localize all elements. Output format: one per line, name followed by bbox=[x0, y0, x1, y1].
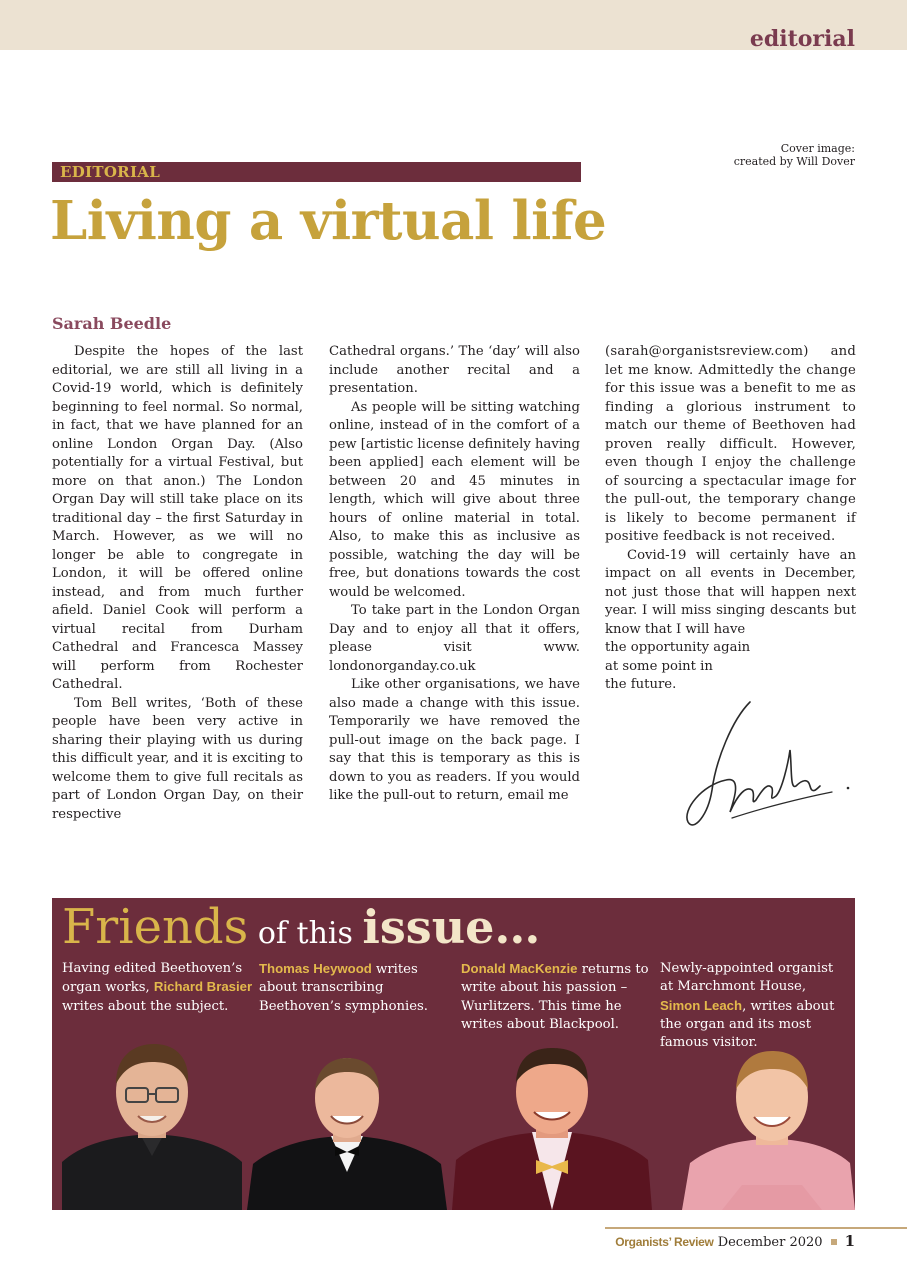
byline: Sarah Beedle bbox=[52, 314, 172, 333]
paragraph: Like other organisations, we have also made a change with this issue. Temporarily we have removed the pull-out image on the back page. I say that this is temporary as this is down to you as readers. If you would like the pull-out to return, email me bbox=[329, 677, 580, 803]
friends-title-word: of this bbox=[248, 916, 363, 951]
cover-credit-line2: created by Will Dover bbox=[733, 155, 855, 168]
caption-text: writes about transcribing Beethoven’s symphonies. bbox=[259, 962, 429, 1014]
signature-image bbox=[672, 690, 862, 840]
kicker: EDITORIAL bbox=[60, 163, 161, 181]
contributor-name: Richard Brasier bbox=[153, 979, 253, 995]
paragraph-text: Covid-19 will certainly have an impact on all events in December, not just those that will happen next year. I will miss singing descants but know that I will have bbox=[605, 547, 856, 637]
section-label: editorial bbox=[749, 26, 855, 52]
paragraph: Tom Bell writes, ‘Both of these people have been very active in sharing their playing with us during this difficult year, and it is exciting to welcome them to give full recitals as part of London Organ Day, on their respective bbox=[52, 695, 303, 822]
contributor-caption bbox=[259, 960, 444, 1016]
page-number: 1 bbox=[844, 1232, 855, 1250]
caption-text: Newly-appointed organist at Marchmont House, bbox=[660, 961, 834, 995]
paragraph: Cathedral organs.’ The ‘day’ will also include another recital and a presentation. bbox=[329, 344, 580, 396]
closing-lines bbox=[605, 639, 856, 695]
friends-title bbox=[62, 898, 540, 967]
paragraph bbox=[605, 547, 856, 640]
footer-square-icon bbox=[831, 1239, 837, 1245]
closing-line: the opportunity again bbox=[605, 640, 751, 655]
page-footer bbox=[615, 1232, 855, 1252]
cover-credit bbox=[734, 142, 855, 168]
contributor-photo bbox=[682, 1045, 855, 1210]
article-column-3 bbox=[605, 343, 856, 695]
headline: Living a virtual life bbox=[50, 190, 607, 252]
footer-rule bbox=[605, 1227, 907, 1229]
contributor-photo bbox=[247, 1052, 447, 1210]
caption-text: , writes about the organ and its most famous visitor. bbox=[660, 998, 835, 1051]
caption-text: Having edited Beethoven’s organ works, bbox=[62, 961, 243, 996]
paragraph: To take part in the London Organ Day and to enjoy all that it offers, please visit www. londonorganday.co.uk bbox=[329, 603, 580, 674]
cover-credit-line1: Cover image: bbox=[780, 142, 855, 155]
paragraph: Despite the hopes of the last editorial, we are still all living in a Covid-19 world, which is definitely beginning to feel normal. So normal, in fact, that we have planned for an online London Organ Day. (Also potentially for a virtual Festival, but more on that anon.) The London Organ Day will still take place on its traditional day – the first Saturday in March. However, as we will no longer be able to congregate in London, it will be offered online instead, and from much further afield. Daniel Cook will perform a virtual recital from Durham Cathedral and Francesca Massey will perform from Rochester Cathedral. bbox=[52, 344, 303, 692]
friends-panel bbox=[52, 898, 855, 1210]
contributor-name: Donald MacKenzie bbox=[461, 961, 578, 976]
contributor-caption bbox=[62, 960, 262, 1016]
contributor-caption bbox=[660, 960, 850, 1052]
article-column-1 bbox=[52, 343, 303, 824]
magazine-name: Organists’ Review bbox=[615, 1235, 714, 1249]
contributor-photo bbox=[62, 1032, 242, 1210]
friends-title-word: issue… bbox=[362, 900, 541, 954]
closing-line: the future. bbox=[605, 677, 677, 692]
contributor-name: Thomas Heywood bbox=[259, 961, 372, 976]
friends-title-word: Friends bbox=[62, 899, 249, 955]
paragraph: (sarah@organistsreview.com) and let me know. Admittedly the change for this issue was a benefit to me as finding a glorious instrument to match our theme of Beethoven had proven really difficult. However, even though I enjoy the challenge of sourcing a spectacular image for the pull-out, the temporary change is likely to become permanent if positive feedback is not received. bbox=[605, 344, 856, 544]
contributor-caption bbox=[461, 960, 651, 1034]
contributor-photo bbox=[452, 1042, 652, 1210]
closing-line: at some point in bbox=[605, 658, 713, 674]
caption-text: writes about the subject. bbox=[62, 998, 229, 1014]
article-column-2 bbox=[329, 343, 580, 806]
caption-text: returns to write about his passion – Wurlitzers. This time he writes about Blackpool. bbox=[461, 962, 649, 1032]
paragraph: As people will be sitting watching online, instead of in the comfort of a pew [artistic license definitely having been applied] each element will be between 20 and 45 minutes in length, which will give about three hours of online material in total. Also, to make this as inclusive as possible, watching the day will be free, but donations towards the cost would be welcomed. bbox=[329, 399, 580, 600]
issue-date: December 2020 bbox=[717, 1235, 823, 1250]
contributor-name: Simon Leach bbox=[660, 997, 743, 1013]
